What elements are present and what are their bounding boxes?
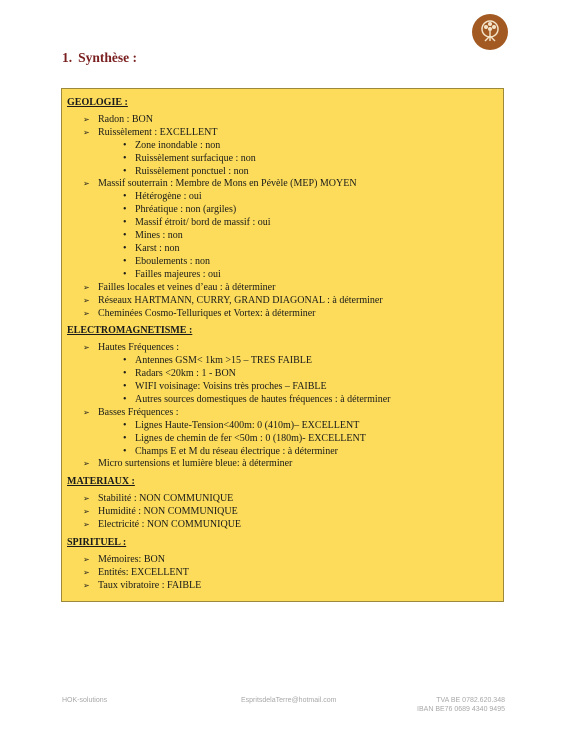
sub-list-item: [67, 256, 497, 269]
round-bullet-icon: •: [123, 242, 127, 254]
round-bullet-icon: •: [123, 393, 127, 405]
list-item-text: Entités: EXCELLENT: [98, 566, 189, 578]
sub-list-item: [67, 368, 497, 381]
list-item: [67, 458, 497, 471]
sub-list-item: [67, 153, 497, 166]
arrow-bullet-icon: ➢: [83, 282, 90, 292]
list-item: [67, 342, 497, 355]
list-item-text: Basses Fréquences :: [98, 406, 179, 418]
list-item: [67, 580, 497, 593]
round-bullet-icon: •: [123, 432, 127, 444]
list-item-text: Micro surtensions et lumière bleue: à déterminer: [98, 458, 293, 470]
arrow-bullet-icon: ➢: [83, 580, 90, 590]
sub-list-item: [67, 420, 497, 433]
arrow-bullet-icon: ➢: [83, 407, 90, 417]
arrow-bullet-icon: ➢: [83, 567, 90, 577]
sub-list-item: [67, 217, 497, 230]
section-heading: [62, 50, 137, 66]
sub-list-item-text: Ruissèlement ponctuel : non: [135, 165, 249, 177]
arrow-bullet-icon: ➢: [83, 308, 90, 318]
round-bullet-icon: •: [123, 445, 127, 457]
section-title: ELECTROMAGNETISME :: [67, 325, 193, 337]
list-item-text: Electricité : NON COMMUNIQUE: [98, 519, 242, 531]
list-item-text: Humidité : NON COMMUNIQUE: [98, 506, 238, 518]
footer-email[interactable]: EspritsdelaTerre@hotmail.com: [241, 697, 337, 704]
round-bullet-icon: •: [123, 191, 127, 203]
arrow-bullet-icon: ➢: [83, 114, 90, 124]
list-item-text: Radon : BON: [98, 113, 153, 125]
footer-tva: TVA BE 0782.620.348: [436, 697, 505, 704]
sub-list-item: [67, 355, 497, 368]
round-bullet-icon: •: [123, 355, 127, 367]
list-item: [67, 506, 497, 519]
sub-list-item-text: WIFI voisinage: Voisins très proches – FAIBLE: [135, 381, 327, 393]
sub-list-item-text: Radars <20km : 1 - BON: [135, 368, 236, 380]
list-item-text: Cheminées Cosmo-Telluriques et Vortex: à déterminer: [98, 307, 316, 319]
sub-list-item-text: Antennes GSM< 1km >15 – TRES FAIBLE: [135, 355, 313, 367]
sub-list-item: [67, 433, 497, 446]
sub-list-item: [67, 140, 497, 153]
sub-list-item: [67, 166, 497, 179]
round-bullet-icon: •: [123, 381, 127, 393]
list-item: [67, 295, 497, 308]
round-bullet-icon: •: [123, 152, 127, 164]
synthesis-box: [61, 88, 504, 602]
sub-list-item: [67, 191, 497, 204]
round-bullet-icon: •: [123, 255, 127, 267]
heading-title: Synthèse :: [78, 50, 138, 65]
list-item-text: Réseaux HARTMANN, CURRY, GRAND DIAGONAL : à déterminer: [98, 294, 383, 306]
list-item: [67, 567, 497, 580]
round-bullet-icon: •: [123, 419, 127, 431]
arrow-bullet-icon: ➢: [83, 507, 90, 517]
arrow-bullet-icon: ➢: [83, 127, 90, 137]
list-item: [67, 493, 497, 506]
list-item-text: Stabilité : NON COMMUNIQUE: [98, 493, 234, 505]
sub-list-item: [67, 230, 497, 243]
sub-list-item: [67, 269, 497, 282]
sub-list-item-text: Hétérogène : oui: [135, 191, 202, 203]
arrow-bullet-icon: ➢: [83, 459, 90, 469]
section-title: GEOLOGIE :: [67, 97, 128, 108]
round-bullet-icon: •: [123, 165, 127, 177]
round-bullet-icon: •: [123, 268, 127, 280]
list-item: [67, 519, 497, 532]
arrow-bullet-icon: ➢: [83, 343, 90, 353]
arrow-bullet-icon: ➢: [83, 494, 90, 504]
round-bullet-icon: •: [123, 217, 127, 229]
sub-list-item-text: Lignes de chemin de fer <50m : 0 (180m)- EXCELLENT: [135, 432, 366, 444]
sub-list-item: [67, 394, 497, 407]
sub-list-item: [67, 381, 497, 394]
sub-list-item-text: Lignes Haute-Tension<400m: 0 (410m)– EXCELLENT: [135, 419, 360, 431]
arrow-bullet-icon: ➢: [83, 179, 90, 189]
list-item-text: Massif souterrain : Membre de Mons en Pévèle (MEP) MOYEN: [98, 178, 357, 190]
sub-list-item-text: Phréatique : non (argiles): [135, 204, 237, 216]
sub-list-item-text: Mines : non: [135, 230, 183, 242]
list-item-text: Taux vibratoire : FAIBLE: [98, 579, 202, 591]
sub-list-item-text: Ruissèlement surfacique : non: [135, 152, 256, 164]
list-item: [67, 127, 497, 140]
sub-list-item-text: Karst : non: [135, 242, 180, 254]
list-item: [67, 308, 497, 321]
tree-logo-icon: [472, 14, 508, 50]
sub-list-item: [67, 446, 497, 459]
list-item-text: Failles locales et veines d’eau : à déterminer: [98, 281, 276, 293]
sub-list-item-text: Massif étroit/ bord de massif : oui: [135, 217, 271, 229]
round-bullet-icon: •: [123, 204, 127, 216]
sub-list-item-text: Zone inondable : non: [135, 139, 221, 151]
section-title: SPIRITUEL :: [67, 537, 127, 548]
list-item: [67, 178, 497, 191]
sub-list-item: [67, 204, 497, 217]
section-title: MATERIAUX :: [67, 476, 135, 488]
sub-list-item-text: Champs E et M du réseau électrique : à déterminer: [135, 445, 338, 457]
list-item: [67, 282, 497, 295]
round-bullet-icon: •: [123, 230, 127, 242]
sub-list-item-text: Failles majeures : oui: [135, 268, 221, 280]
round-bullet-icon: •: [123, 139, 127, 151]
arrow-bullet-icon: ➢: [83, 520, 90, 530]
list-item-text: Hautes Fréquences :: [98, 342, 180, 354]
footer-iban: IBAN BE76 0689 4340 9495: [417, 706, 505, 713]
list-item: [67, 554, 497, 567]
arrow-bullet-icon: ➢: [83, 295, 90, 305]
list-item-text: Mémoires: BON: [98, 553, 165, 565]
footer-company: HOK-solutions: [62, 697, 108, 704]
list-item-text: Ruissèlement : EXCELLENT: [98, 126, 218, 138]
list-item: [67, 407, 497, 420]
sub-list-item: [67, 243, 497, 256]
sub-list-item-text: Eboulements : non: [135, 255, 210, 267]
heading-number: 1.: [62, 50, 73, 65]
footer-bank: [400, 696, 505, 714]
sub-list-item-text: Autres sources domestiques de hautes fréquences : à déterminer: [135, 393, 391, 405]
list-item: [67, 114, 497, 127]
round-bullet-icon: •: [123, 368, 127, 380]
arrow-bullet-icon: ➢: [83, 554, 90, 564]
